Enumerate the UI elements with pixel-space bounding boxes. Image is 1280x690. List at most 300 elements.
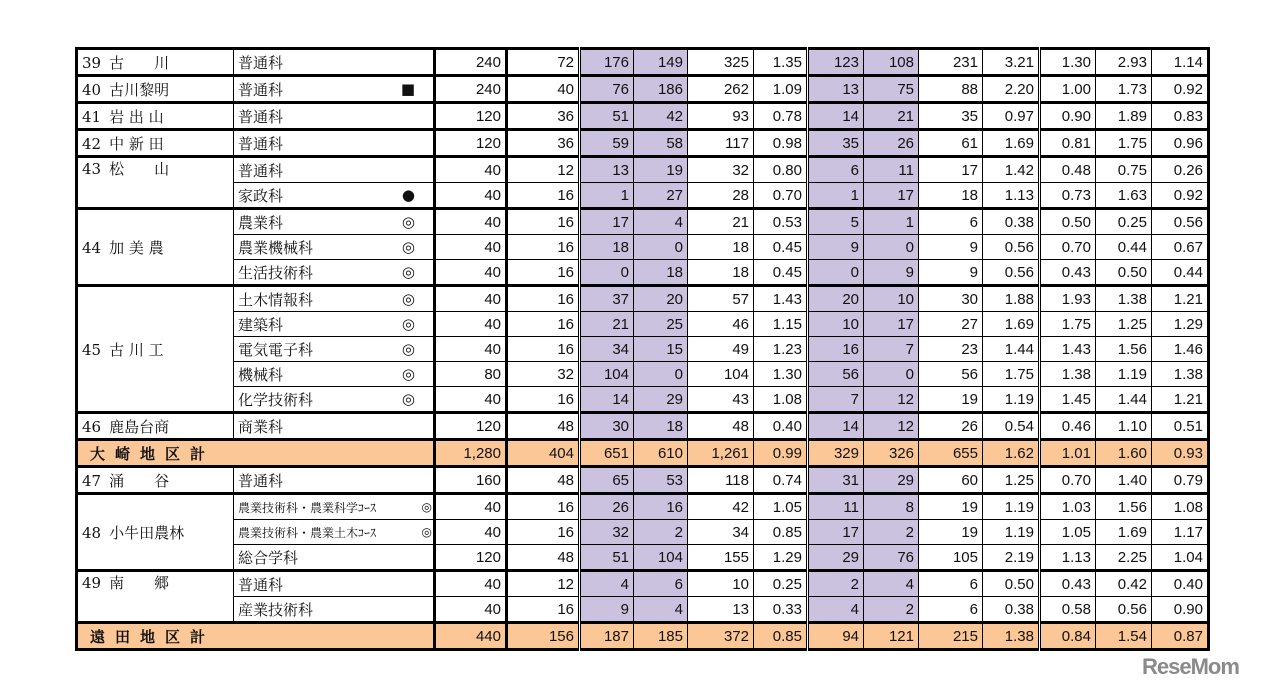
value-cell: 65 xyxy=(580,467,634,494)
value-cell: 16 xyxy=(634,494,688,520)
value-cell: 1.69 xyxy=(983,130,1040,157)
department-cell xyxy=(234,183,435,209)
value-cell: 10 xyxy=(864,286,919,312)
value-cell: 0.50 xyxy=(1096,260,1152,286)
value-cell: 0.74 xyxy=(754,467,808,494)
value-cell: 40 xyxy=(435,183,507,209)
value-cell: 51 xyxy=(580,103,634,130)
department-mark-icon: ■ xyxy=(400,80,415,98)
value-cell: 1.38 xyxy=(1096,286,1152,312)
school-name-cell xyxy=(77,286,234,413)
value-cell: 1,261 xyxy=(688,440,754,467)
department-cell xyxy=(234,286,435,312)
value-cell: 9 xyxy=(919,235,983,260)
value-cell: 18 xyxy=(688,260,754,286)
value-cell: 35 xyxy=(808,130,864,157)
value-cell: 21 xyxy=(580,312,634,337)
value-cell: 20 xyxy=(808,286,864,312)
department-mark-icon: ◎ xyxy=(401,365,415,383)
value-cell: 0.92 xyxy=(1152,76,1209,103)
department-name: 農業技術科・農業科学ｺｰｽ xyxy=(238,500,377,515)
school-name: 涌 谷 xyxy=(109,471,170,490)
value-cell: 17 xyxy=(864,312,919,337)
value-cell: 16 xyxy=(507,597,580,623)
value-cell: 1.21 xyxy=(1152,387,1209,413)
value-cell: 0.43 xyxy=(1040,571,1096,597)
value-cell: 1.08 xyxy=(754,387,808,413)
value-cell: 0.45 xyxy=(754,235,808,260)
value-cell: 40 xyxy=(435,312,507,337)
value-cell: 32 xyxy=(507,362,580,387)
value-cell: 2.93 xyxy=(1096,49,1152,76)
value-cell: 72 xyxy=(507,49,580,76)
value-cell: 0.90 xyxy=(1152,597,1209,623)
value-cell: 0.58 xyxy=(1040,597,1096,623)
school-name-cell xyxy=(77,130,234,157)
value-cell: 1.75 xyxy=(1040,312,1096,337)
value-cell: 43 xyxy=(688,387,754,413)
value-cell: 17 xyxy=(580,209,634,235)
value-cell: 16 xyxy=(507,494,580,520)
value-cell: 215 xyxy=(919,623,983,650)
value-cell: 1.19 xyxy=(983,494,1040,520)
value-cell: 1.75 xyxy=(1096,130,1152,157)
department-name: 商業科 xyxy=(238,417,284,436)
school-name: 中 新 田 xyxy=(109,134,164,153)
department-mark-icon: ◎ xyxy=(421,525,432,539)
value-cell: 40 xyxy=(435,597,507,623)
value-cell: 7 xyxy=(864,337,919,362)
value-cell: 76 xyxy=(864,545,919,571)
table-row xyxy=(77,494,1209,520)
value-cell: 0.44 xyxy=(1152,260,1209,286)
table-row xyxy=(77,597,1209,623)
value-cell: 1 xyxy=(580,183,634,209)
value-cell: 29 xyxy=(634,387,688,413)
value-cell: 42 xyxy=(688,494,754,520)
value-cell: 2.25 xyxy=(1096,545,1152,571)
value-cell: 0.25 xyxy=(754,571,808,597)
value-cell: 29 xyxy=(808,545,864,571)
school-name-cell xyxy=(77,467,234,494)
value-cell: 0.79 xyxy=(1152,467,1209,494)
value-cell: 40 xyxy=(435,494,507,520)
value-cell: 1.09 xyxy=(754,76,808,103)
value-cell: 40 xyxy=(435,571,507,597)
value-cell: 117 xyxy=(688,130,754,157)
value-cell: 104 xyxy=(580,362,634,387)
value-cell: 4 xyxy=(634,209,688,235)
value-cell: 27 xyxy=(634,183,688,209)
value-cell: 0 xyxy=(864,362,919,387)
department-name: 電気電子科 xyxy=(238,340,314,359)
department-cell xyxy=(234,387,435,413)
value-cell: 36 xyxy=(507,130,580,157)
value-cell: 105 xyxy=(919,545,983,571)
value-cell: 29 xyxy=(864,467,919,494)
subtotal-label: 遠田地区計 xyxy=(77,623,435,650)
department-name: 建築科 xyxy=(238,315,284,334)
value-cell: 17 xyxy=(864,183,919,209)
value-cell: 42 xyxy=(634,103,688,130)
value-cell: 28 xyxy=(688,183,754,209)
value-cell: 9 xyxy=(580,597,634,623)
value-cell: 1.38 xyxy=(1152,362,1209,387)
department-name: 農業機械科 xyxy=(238,238,314,257)
value-cell: 0.92 xyxy=(1152,183,1209,209)
value-cell: 0 xyxy=(634,235,688,260)
value-cell: 1.93 xyxy=(1040,286,1096,312)
value-cell: 3.21 xyxy=(983,49,1040,76)
value-cell: 118 xyxy=(688,467,754,494)
department-cell xyxy=(234,467,435,494)
value-cell: 0 xyxy=(580,260,634,286)
value-cell: 48 xyxy=(507,545,580,571)
department-name: 機械科 xyxy=(238,365,284,384)
value-cell: 1.44 xyxy=(983,337,1040,362)
value-cell: 149 xyxy=(634,49,688,76)
department-name: 化学技術科 xyxy=(238,390,314,409)
value-cell: 1.17 xyxy=(1152,520,1209,545)
value-cell: 30 xyxy=(919,286,983,312)
value-cell: 9 xyxy=(808,235,864,260)
department-cell xyxy=(234,520,435,545)
value-cell: 1.38 xyxy=(983,623,1040,650)
value-cell: 19 xyxy=(919,387,983,413)
department-name: 普通科 xyxy=(238,134,284,153)
value-cell: 40 xyxy=(435,157,507,183)
table-row xyxy=(77,260,1209,286)
value-cell: 10 xyxy=(688,571,754,597)
value-cell: 11 xyxy=(808,494,864,520)
school-number: 47 xyxy=(82,471,102,490)
value-cell: 1.69 xyxy=(983,312,1040,337)
value-cell: 1.29 xyxy=(1152,312,1209,337)
department-name: 生活技術科 xyxy=(238,263,314,282)
value-cell: 13 xyxy=(688,597,754,623)
school-number: 44 xyxy=(82,238,102,257)
value-cell: 1.89 xyxy=(1096,103,1152,130)
value-cell: 26 xyxy=(919,413,983,440)
value-cell: 16 xyxy=(507,387,580,413)
value-cell: 0.83 xyxy=(1152,103,1209,130)
value-cell: 26 xyxy=(580,494,634,520)
value-cell: 48 xyxy=(507,467,580,494)
value-cell: 120 xyxy=(435,413,507,440)
value-cell: 26 xyxy=(864,130,919,157)
value-cell: 32 xyxy=(580,520,634,545)
value-cell: 1.88 xyxy=(983,286,1040,312)
department-mark-icon: ◎ xyxy=(401,213,415,231)
value-cell: 19 xyxy=(919,494,983,520)
value-cell: 16 xyxy=(507,286,580,312)
table-row xyxy=(77,209,1209,235)
table-row xyxy=(77,130,1209,157)
value-cell: 13 xyxy=(808,76,864,103)
value-cell: 1.30 xyxy=(1040,49,1096,76)
value-cell: 0.38 xyxy=(983,597,1040,623)
value-cell: 21 xyxy=(688,209,754,235)
value-cell: 23 xyxy=(919,337,983,362)
value-cell: 17 xyxy=(919,157,983,183)
value-cell: 57 xyxy=(688,286,754,312)
value-cell: 19 xyxy=(634,157,688,183)
value-cell: 9 xyxy=(919,260,983,286)
value-cell: 1.19 xyxy=(1096,362,1152,387)
value-cell: 1.19 xyxy=(983,387,1040,413)
value-cell: 34 xyxy=(580,337,634,362)
value-cell: 0.56 xyxy=(983,260,1040,286)
value-cell: 0.48 xyxy=(1040,157,1096,183)
value-cell: 80 xyxy=(435,362,507,387)
department-cell xyxy=(234,49,435,76)
department-name: 農業科 xyxy=(238,213,284,232)
value-cell: 1.46 xyxy=(1152,337,1209,362)
value-cell: 4 xyxy=(634,597,688,623)
school-name: 古 川 工 xyxy=(109,340,164,359)
table-row xyxy=(77,157,1209,183)
value-cell: 1.42 xyxy=(983,157,1040,183)
value-cell: 0.56 xyxy=(1096,597,1152,623)
value-cell: 93 xyxy=(688,103,754,130)
table-row xyxy=(77,467,1209,494)
value-cell: 0.80 xyxy=(754,157,808,183)
value-cell: 31 xyxy=(808,467,864,494)
value-cell: 1.62 xyxy=(983,440,1040,467)
value-cell: 1.01 xyxy=(1040,440,1096,467)
value-cell: 0.54 xyxy=(983,413,1040,440)
value-cell: 75 xyxy=(864,76,919,103)
value-cell: 1.05 xyxy=(754,494,808,520)
value-cell: 40 xyxy=(435,209,507,235)
department-name: 普通科 xyxy=(238,161,284,180)
value-cell: 59 xyxy=(580,130,634,157)
value-cell: 6 xyxy=(919,597,983,623)
school-name-cell xyxy=(77,49,234,76)
value-cell: 120 xyxy=(435,545,507,571)
value-cell: 30 xyxy=(580,413,634,440)
value-cell: 0.56 xyxy=(983,235,1040,260)
department-name: 家政科 xyxy=(238,186,284,205)
department-mark-icon: ◎ xyxy=(401,390,415,408)
school-name-cell xyxy=(77,494,234,571)
value-cell: 0 xyxy=(864,235,919,260)
department-mark-icon: ◎ xyxy=(421,500,432,514)
value-cell: 18 xyxy=(919,183,983,209)
value-cell: 40 xyxy=(435,337,507,362)
department-cell xyxy=(234,157,435,183)
department-mark-icon: ◎ xyxy=(401,340,415,358)
value-cell: 1 xyxy=(864,209,919,235)
value-cell: 156 xyxy=(507,623,580,650)
value-cell: 0.81 xyxy=(1040,130,1096,157)
value-cell: 1.35 xyxy=(754,49,808,76)
department-cell xyxy=(234,571,435,597)
value-cell: 1.10 xyxy=(1096,413,1152,440)
school-number: 40 xyxy=(82,80,102,99)
department-cell xyxy=(234,413,435,440)
value-cell: 88 xyxy=(919,76,983,103)
school-name-cell xyxy=(77,571,234,623)
value-cell: 1.43 xyxy=(1040,337,1096,362)
value-cell: 4 xyxy=(580,571,634,597)
value-cell: 121 xyxy=(864,623,919,650)
value-cell: 61 xyxy=(919,130,983,157)
value-cell: 325 xyxy=(688,49,754,76)
value-cell: 1.69 xyxy=(1096,520,1152,545)
value-cell: 0.85 xyxy=(754,520,808,545)
value-cell: 35 xyxy=(919,103,983,130)
value-cell: 16 xyxy=(507,312,580,337)
table-row xyxy=(77,337,1209,362)
value-cell: 0.51 xyxy=(1152,413,1209,440)
value-cell: 2 xyxy=(864,520,919,545)
value-cell: 40 xyxy=(507,76,580,103)
school-name: 古 川 xyxy=(109,53,170,72)
value-cell: 56 xyxy=(919,362,983,387)
value-cell: 0.67 xyxy=(1152,235,1209,260)
value-cell: 1,280 xyxy=(435,440,507,467)
value-cell: 1.13 xyxy=(1040,545,1096,571)
value-cell: 1.40 xyxy=(1096,467,1152,494)
table-row xyxy=(77,183,1209,209)
school-name-cell xyxy=(77,157,234,209)
value-cell: 155 xyxy=(688,545,754,571)
value-cell: 404 xyxy=(507,440,580,467)
table-row xyxy=(77,103,1209,130)
school-number: 49 xyxy=(82,574,102,592)
value-cell: 1.30 xyxy=(754,362,808,387)
admission-ratio-table xyxy=(75,47,1210,651)
table-row xyxy=(77,387,1209,413)
value-cell: 1.13 xyxy=(983,183,1040,209)
department-name: 普通科 xyxy=(238,53,284,72)
value-cell: 36 xyxy=(507,103,580,130)
value-cell: 94 xyxy=(808,623,864,650)
value-cell: 58 xyxy=(634,130,688,157)
value-cell: 51 xyxy=(580,545,634,571)
value-cell: 0.70 xyxy=(1040,235,1096,260)
value-cell: 104 xyxy=(634,545,688,571)
school-number: 41 xyxy=(82,107,102,126)
value-cell: 1.08 xyxy=(1152,494,1209,520)
department-name: 普通科 xyxy=(238,471,284,490)
value-cell: 6 xyxy=(919,571,983,597)
subtotal-row xyxy=(77,623,1209,650)
value-cell: 9 xyxy=(864,260,919,286)
value-cell: 108 xyxy=(864,49,919,76)
department-mark-icon: ◎ xyxy=(401,290,415,308)
value-cell: 16 xyxy=(507,209,580,235)
value-cell: 1.63 xyxy=(1096,183,1152,209)
school-name: 鹿島台商 xyxy=(109,417,170,436)
value-cell: 19 xyxy=(919,520,983,545)
value-cell: 0.90 xyxy=(1040,103,1096,130)
value-cell: 1.23 xyxy=(754,337,808,362)
department-cell xyxy=(234,76,435,103)
department-name: 土木情報科 xyxy=(238,290,314,309)
value-cell: 14 xyxy=(808,103,864,130)
value-cell: 17 xyxy=(808,520,864,545)
value-cell: 6 xyxy=(634,571,688,597)
value-cell: 49 xyxy=(688,337,754,362)
value-cell: 0.44 xyxy=(1096,235,1152,260)
value-cell: 0.53 xyxy=(754,209,808,235)
value-cell: 1.21 xyxy=(1152,286,1209,312)
value-cell: 1.25 xyxy=(983,467,1040,494)
school-name: 小牛田農林 xyxy=(109,523,185,542)
value-cell: 120 xyxy=(435,103,507,130)
school-name: 加 美 農 xyxy=(109,238,164,257)
value-cell: 0.40 xyxy=(1152,571,1209,597)
table-row xyxy=(77,49,1209,76)
school-name-cell xyxy=(77,209,234,286)
value-cell: 0.84 xyxy=(1040,623,1096,650)
value-cell: 40 xyxy=(435,387,507,413)
value-cell: 18 xyxy=(688,235,754,260)
value-cell: 0.70 xyxy=(1040,467,1096,494)
value-cell: 12 xyxy=(864,387,919,413)
value-cell: 231 xyxy=(919,49,983,76)
value-cell: 40 xyxy=(435,520,507,545)
value-cell: 56 xyxy=(808,362,864,387)
value-cell: 2 xyxy=(808,571,864,597)
value-cell: 6 xyxy=(808,157,864,183)
value-cell: 1.15 xyxy=(754,312,808,337)
value-cell: 0.46 xyxy=(1040,413,1096,440)
value-cell: 5 xyxy=(808,209,864,235)
value-cell: 16 xyxy=(507,183,580,209)
value-cell: 1.19 xyxy=(983,520,1040,545)
value-cell: 1.60 xyxy=(1096,440,1152,467)
value-cell: 0.38 xyxy=(983,209,1040,235)
department-cell xyxy=(234,260,435,286)
value-cell: 1.56 xyxy=(1096,337,1152,362)
department-cell xyxy=(234,337,435,362)
value-cell: 1.05 xyxy=(1040,520,1096,545)
resemom-logo: ReseMom xyxy=(1142,654,1239,679)
value-cell: 0.97 xyxy=(983,103,1040,130)
value-cell: 0.70 xyxy=(754,183,808,209)
value-cell: 123 xyxy=(808,49,864,76)
value-cell: 34 xyxy=(688,520,754,545)
value-cell: 25 xyxy=(634,312,688,337)
department-cell xyxy=(234,209,435,235)
school-number: 45 xyxy=(82,340,102,359)
value-cell: 4 xyxy=(808,597,864,623)
value-cell: 0.26 xyxy=(1152,157,1209,183)
value-cell: 1.04 xyxy=(1152,545,1209,571)
value-cell: 655 xyxy=(919,440,983,467)
value-cell: 40 xyxy=(435,235,507,260)
department-cell xyxy=(234,362,435,387)
value-cell: 18 xyxy=(580,235,634,260)
value-cell: 0 xyxy=(808,260,864,286)
school-number: 43 xyxy=(82,160,102,178)
value-cell: 10 xyxy=(808,312,864,337)
value-cell: 262 xyxy=(688,76,754,103)
value-cell: 2 xyxy=(864,597,919,623)
value-cell: 1.45 xyxy=(1040,387,1096,413)
value-cell: 0.42 xyxy=(1096,571,1152,597)
value-cell: 372 xyxy=(688,623,754,650)
value-cell: 240 xyxy=(435,76,507,103)
value-cell: 1.43 xyxy=(754,286,808,312)
department-mark-icon: ◎ xyxy=(401,238,415,256)
table-row xyxy=(77,571,1209,597)
table-row xyxy=(77,413,1209,440)
value-cell: 1.54 xyxy=(1096,623,1152,650)
